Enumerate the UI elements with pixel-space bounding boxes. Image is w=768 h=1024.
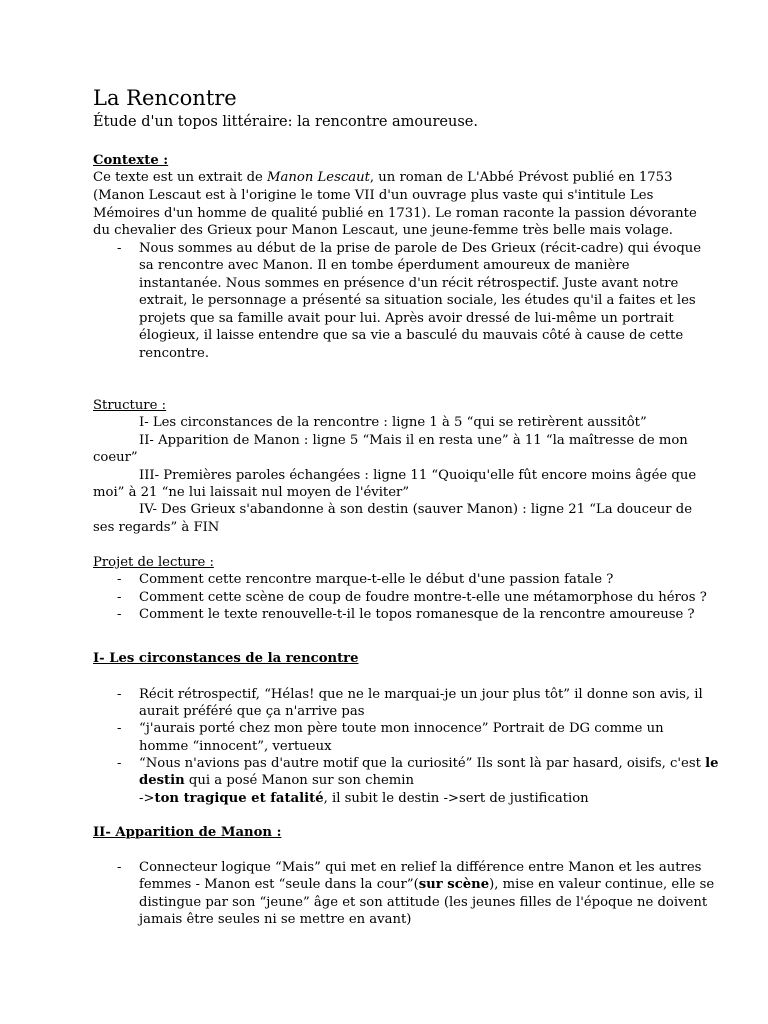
bullet-dash: - bbox=[117, 721, 122, 736]
bullet-dash: - bbox=[117, 590, 122, 605]
part1-item-3-bold-destin: destin bbox=[139, 773, 185, 788]
contexte-bullet-line-5: projets que sa famille avait pour lui. Après avoir dressé de lui-même un portrait bbox=[139, 311, 674, 326]
part1-item-3-text-3: , il subit le destin ->sert de justification bbox=[323, 791, 589, 806]
page-subtitle: Étude d'un topos littéraire: la rencontre amoureuse. bbox=[93, 114, 478, 130]
part1-item-3-text: “Nous n'avions pas d'autre motif que la curiosité” Ils sont là par hasard, oisifs, c'est bbox=[139, 756, 706, 771]
bullet-dash: - bbox=[117, 607, 122, 622]
part1-item-1-line-1: Récit rétrospectif, “Hélas! que ne le marquai-je un jour plus tôt” il donne son avis, il bbox=[139, 687, 703, 702]
arrow-prefix: -> bbox=[139, 791, 155, 806]
part2-bold-sur-scene: sur scène bbox=[418, 877, 490, 892]
part2-item-1-line-2 bbox=[139, 876, 714, 893]
contexte-bullet-line-3: instantanée. Nous sommes en présence d'un récit rétrospectif. Juste avant notre bbox=[139, 276, 679, 291]
structure-item-1: I- Les circonstances de la rencontre : ligne 1 à 5 “qui se retirèrent aussitôt” bbox=[139, 415, 647, 430]
contexte-line-1 bbox=[93, 169, 672, 186]
part2-item-1-line-3: distingue par son “jeune” âge et son attitude (les jeunes filles de l'époque ne doivent bbox=[139, 895, 708, 910]
part1-item-3-text-2: qui a posé Manon sur son chemin bbox=[184, 773, 415, 788]
contexte-bullet-line-4: extrait, le personnage a présenté sa situation sociale, les études qu'il a faites et les bbox=[139, 293, 696, 308]
bullet-dash: - bbox=[117, 687, 122, 702]
part1-item-3-bold-ton: ton tragique et fatalité bbox=[154, 791, 324, 806]
part1-item-3-line-1 bbox=[139, 755, 719, 772]
contexte-line-3: Mémoires d'un homme de qualité publié en 1731). Le roman raconte la passion dévorante bbox=[93, 206, 697, 221]
bullet-dash: - bbox=[117, 572, 122, 587]
structure-item-3: III- Premières paroles échangées : ligne 11 “Quoiqu'elle fût encore moins âgée que bbox=[139, 468, 697, 483]
structure-item-2-cont: coeur” bbox=[93, 450, 138, 465]
part2-item-1-line-1: Connecteur logique “Mais” qui met en relief la différence entre Manon et les autres bbox=[139, 860, 702, 875]
part1-item-3-bold: le bbox=[705, 756, 719, 771]
projet-heading: Projet de lecture : bbox=[93, 555, 214, 570]
contexte-bullet-line-7: rencontre. bbox=[139, 346, 210, 361]
projet-question-2: Comment cette scène de coup de foudre montre-t-elle une métamorphose du héros ? bbox=[139, 590, 707, 605]
contexte-line-4: du chevalier des Grieux pour Manon Lescaut, une jeune-femme très belle mais volage. bbox=[93, 223, 673, 238]
part1-item-3-line-2 bbox=[139, 772, 414, 789]
structure-heading: Structure : bbox=[93, 398, 167, 413]
projet-question-3: Comment le texte renouvelle-t-il le topos romanesque de la rencontre amoureuse ? bbox=[139, 607, 695, 622]
part2-text-post: ), mise en valeur continue, elle se bbox=[489, 877, 715, 892]
contexte-line-2: (Manon Lescaut est à l'origine le tome VII d'un ouvrage plus vaste qui s'intitule Les bbox=[93, 188, 654, 203]
contexte-line-1-post: , un roman de L'Abbé Prévost publié en 1753 bbox=[369, 170, 673, 185]
bullet-dash: - bbox=[117, 860, 122, 875]
part2-heading: II- Apparition de Manon : bbox=[93, 825, 282, 840]
part1-item-2-line-1: “j'aurais porté chez mon père toute mon innocence” Portrait de DG comme un bbox=[139, 721, 664, 736]
contexte-heading: Contexte : bbox=[93, 153, 169, 168]
contexte-bullet-line-1: Nous sommes au début de la prise de parole de Des Grieux (récit-cadre) qui évoque bbox=[139, 241, 702, 256]
contexte-bullet-line-6: élogieux, il laisse entendre que sa vie a basculé du mauvais côté à cause de cette bbox=[139, 328, 684, 343]
page-title: La Rencontre bbox=[93, 86, 237, 110]
bullet-dash: - bbox=[117, 756, 122, 771]
part1-item-3-line-3 bbox=[139, 790, 589, 807]
part1-heading: I- Les circonstances de la rencontre bbox=[93, 651, 359, 666]
contexte-bullet-line-2: sa rencontre avec Manon. Il en tombe éperdument amoureux de manière bbox=[139, 258, 630, 273]
part2-item-1-line-4: jamais être seules ni se mettre en avant) bbox=[139, 912, 412, 927]
structure-item-2: II- Apparition de Manon : ligne 5 “Mais il en resta une” à 11 “la maîtresse de mon bbox=[139, 433, 688, 448]
structure-item-4: IV- Des Grieux s'abandonne à son destin (sauver Manon) : ligne 21 “La douceur de bbox=[139, 502, 693, 517]
structure-item-4-cont: ses regards” à FIN bbox=[93, 520, 220, 535]
structure-item-3-cont: moi” à 21 “ne lui laissait nul moyen de l'éviter” bbox=[93, 485, 410, 500]
novel-title: Manon Lescaut bbox=[267, 170, 370, 185]
part1-item-2-line-2: homme “innocent”, vertueux bbox=[139, 739, 332, 754]
part2-text-pre: femmes - Manon est “seule dans la cour”( bbox=[139, 877, 419, 892]
projet-question-1: Comment cette rencontre marque-t-elle le début d'une passion fatale ? bbox=[139, 572, 614, 587]
contexte-line-1-pre: Ce texte est un extrait de bbox=[93, 170, 268, 185]
bullet-dash: - bbox=[117, 241, 122, 256]
part1-item-1-line-2: aurait préféré que ça n'arrive pas bbox=[139, 704, 365, 719]
